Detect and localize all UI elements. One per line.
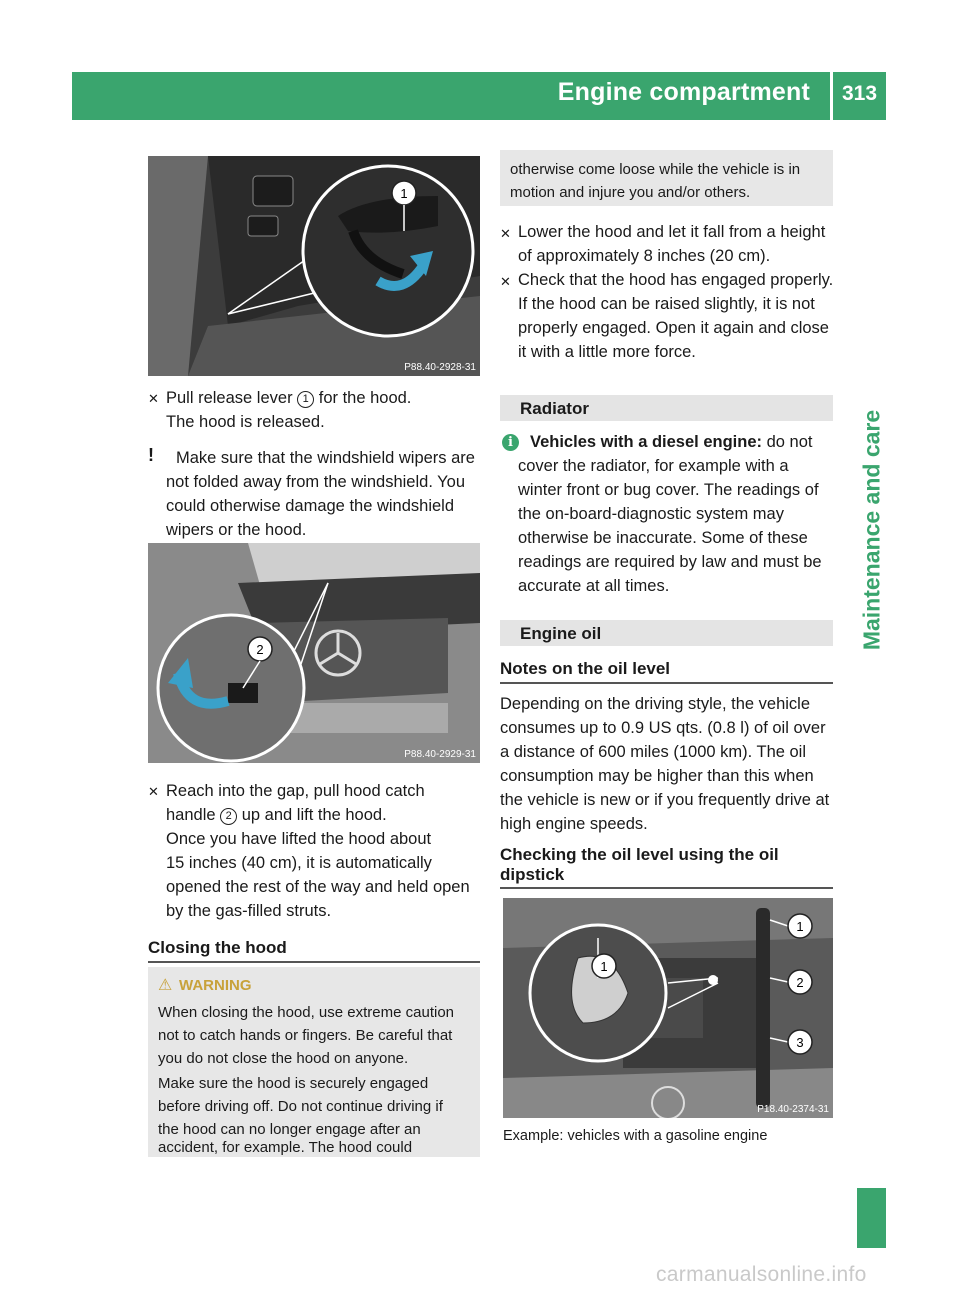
page-title: Engine compartment	[557, 78, 810, 106]
radiator-line-1-rest: do not	[762, 433, 813, 451]
warning-p2-line-4: accident, for example. The hood could	[158, 1139, 413, 1156]
step-arrow-icon: ✕	[148, 784, 159, 799]
step4-line-3: properly engaged. Open it again and close	[518, 319, 829, 337]
warning-p1-line-2: not to catch hands or fingers. Be careful that	[158, 1027, 453, 1044]
step2-result-1: Once you have lifted the hood about	[166, 830, 432, 848]
step4-line-4: it with a little more force.	[518, 343, 696, 361]
heading-rule	[500, 682, 833, 684]
step1-text-b: for the hood.	[314, 389, 412, 407]
heading-rule	[500, 887, 833, 889]
figure-release-lever	[148, 156, 480, 376]
step1-text-a: Pull release lever	[166, 389, 298, 407]
radiator-heading: Radiator	[520, 399, 589, 418]
closing-hood-heading: Closing the hood	[148, 938, 287, 957]
radiator-line-1	[530, 430, 812, 455]
warning-cont-line-1: otherwise come loose while the vehicle is in	[510, 161, 801, 178]
step-arrow-icon: ✕	[500, 226, 511, 241]
figure-code: P18.40-2374-31	[757, 1104, 829, 1115]
notes-line-4: consumption may be higher than this when	[500, 767, 814, 785]
figure-hood-catch	[148, 543, 480, 763]
side-tab-label: Maintenance and care	[858, 409, 884, 651]
warning-p2-line-2: before driving off. Do not continue driving if	[158, 1098, 443, 1115]
step3-line-2: of approximately 8 inches (20 cm).	[518, 247, 771, 265]
callout-1-label: 1	[600, 959, 608, 974]
warning-label: WARNING	[179, 977, 252, 994]
callout-1-label: 1	[400, 186, 408, 201]
notes-oil-heading: Notes on the oil level	[500, 659, 671, 678]
step2-text-a: handle	[166, 806, 221, 824]
step-arrow-icon: ✕	[500, 274, 511, 289]
warning-p2-line-3: the hood can no longer engage after an	[158, 1121, 421, 1138]
checking-heading-line-1: Checking the oil level using the oil	[500, 845, 779, 864]
watermark: carmanualsonline.info	[656, 1263, 867, 1286]
engine-oil-heading: Engine oil	[520, 624, 602, 643]
radiator-line-2: cover the radiator, for example with a	[518, 457, 789, 475]
step2-result-2: 15 inches (40 cm), it is automatically	[166, 854, 432, 872]
engine-oil-heading-box	[500, 620, 833, 646]
step4-line-2: If the hood can be raised slightly, it is not	[518, 295, 815, 313]
note-line-1: Make sure that the windshield wipers are	[176, 449, 475, 467]
header-separator	[830, 72, 833, 120]
callout-2-label: 2	[256, 642, 264, 657]
step2-line-2	[166, 803, 387, 828]
callout-1-label: 1	[796, 919, 804, 934]
step2-result-4: by the gas-filled struts.	[166, 902, 332, 920]
step-arrow-icon: ✕	[148, 391, 159, 406]
side-tab-marker	[857, 1188, 886, 1248]
side-tab-label-wrap	[857, 300, 886, 760]
step2-text-b: up and lift the hood.	[237, 806, 387, 824]
radiator-bold-text: Vehicles with a diesel engine:	[530, 433, 762, 451]
figure-code: P88.40-2929-31	[404, 749, 476, 760]
step3-line-1: Lower the hood and let it fall from a height	[518, 223, 826, 241]
warning-p1-line-1: When closing the hood, use extreme caution	[158, 1004, 455, 1021]
page-number: 313	[842, 82, 878, 105]
step1-callout: 1	[297, 391, 314, 408]
checking-heading-line-2: dipstick	[500, 865, 565, 884]
callout-3-label: 3	[796, 1035, 804, 1050]
step-pull-lever	[166, 386, 411, 411]
figure-code: P88.40-2928-31	[404, 362, 476, 373]
note-icon: !	[148, 445, 154, 465]
step4-line-1: Check that the hood has engaged properly.	[518, 271, 834, 289]
radiator-line-4: the on-board-diagnostic system may	[518, 505, 784, 523]
info-icon: i	[502, 434, 519, 451]
radiator-heading-box	[500, 395, 833, 421]
notes-line-2: consumes up to 0.9 US qts. (0.8 l) of oil over	[500, 719, 826, 737]
notes-line-6: high engine speeds.	[500, 815, 648, 833]
step2-line-1: Reach into the gap, pull hood catch	[166, 782, 425, 800]
figure-oil-dipstick	[503, 898, 833, 1118]
radiator-line-6: readings are required by law and must be	[518, 553, 822, 571]
warning-p2-line-1: Make sure the hood is securely engaged	[158, 1075, 429, 1092]
callout-2-label: 2	[796, 975, 804, 990]
step2-result-3: opened the rest of the way and held open	[166, 878, 470, 896]
step2-callout: 2	[220, 808, 237, 825]
step1-result: The hood is released.	[166, 413, 325, 431]
notes-line-3: a distance of 600 miles (1000 km). The oil	[500, 743, 807, 761]
figure-caption: Example: vehicles with a gasoline engine	[503, 1128, 768, 1144]
warning-triangle-icon: ⚠	[158, 977, 173, 994]
radiator-line-3: winter front or bug cover. The readings of	[518, 481, 819, 499]
warning-p1-line-3: you do not close the hood on anyone.	[158, 1050, 409, 1067]
radiator-line-7: accurate at all times.	[518, 577, 670, 595]
radiator-line-5: otherwise be inaccurate. Some of these	[518, 529, 808, 547]
note-line-2: not folded away from the windshield. You	[166, 473, 466, 491]
note-line-3: could otherwise damage the windshield	[166, 497, 455, 515]
notes-line-1: Depending on the driving style, the vehicle	[500, 695, 811, 713]
notes-line-5: the vehicle is new or if you frequently drive at	[500, 791, 830, 809]
warning-cont-line-2: motion and injure you and/or others.	[510, 184, 751, 201]
heading-rule	[148, 961, 480, 963]
note-line-4: wipers or the hood.	[166, 521, 307, 539]
